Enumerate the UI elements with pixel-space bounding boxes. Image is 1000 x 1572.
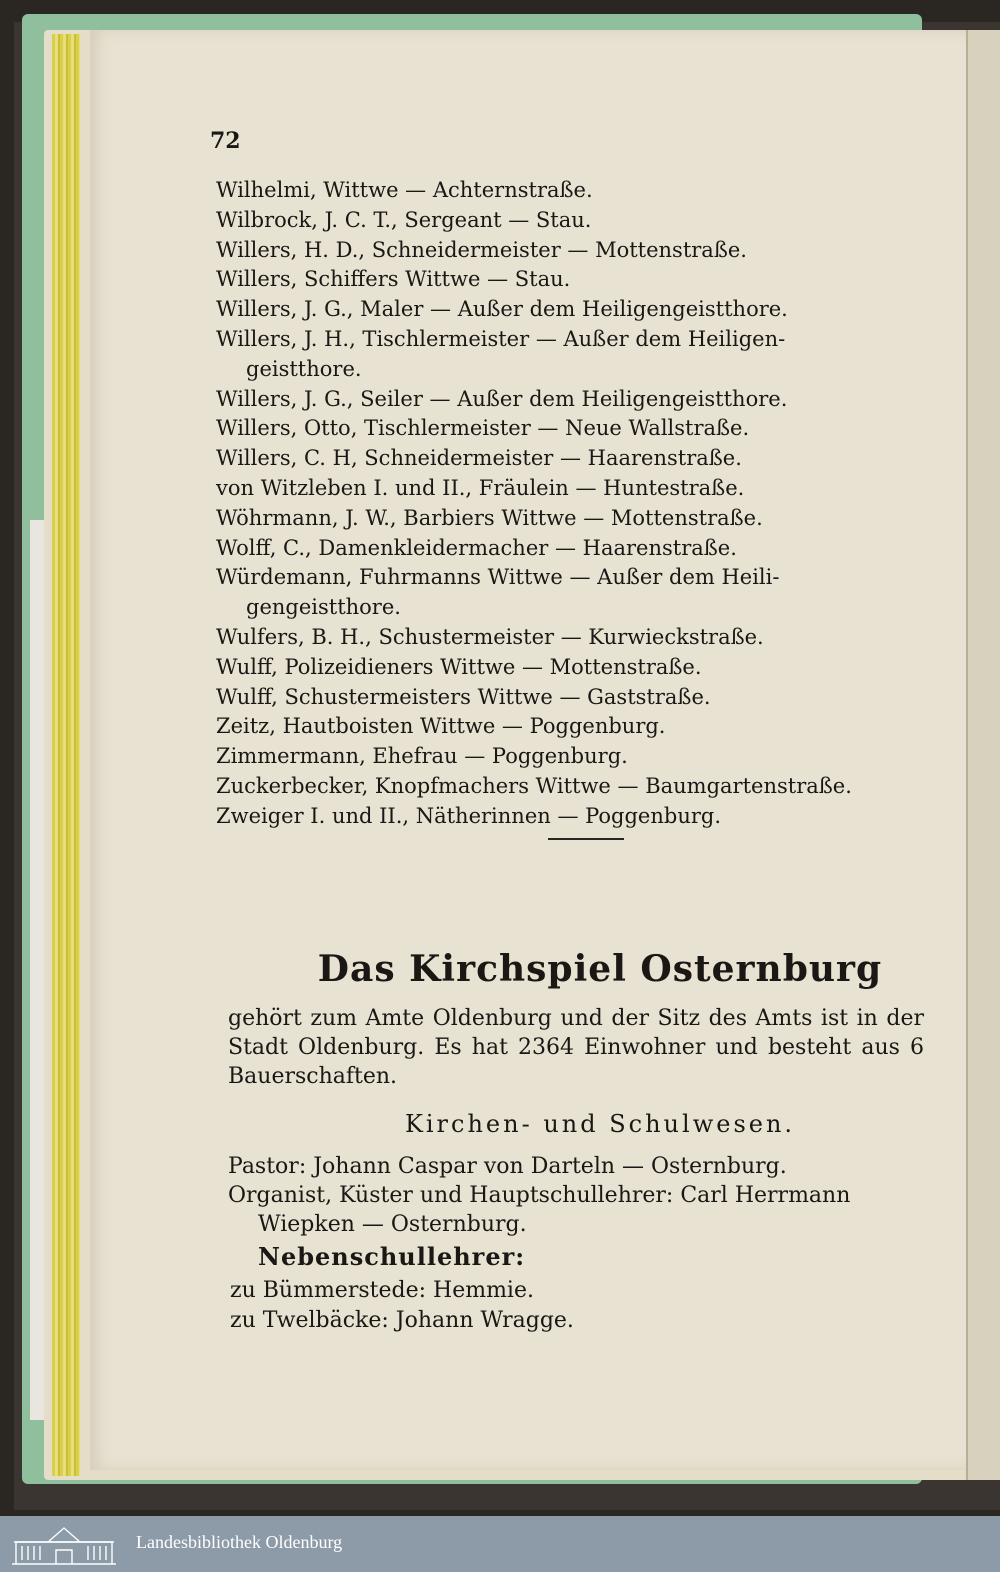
directory-entry [216, 325, 916, 385]
entry-text: Wilbrock, J. C. T., Sergeant — Stau. [216, 207, 592, 232]
directory-entry [216, 742, 916, 772]
directory-entry [216, 206, 916, 236]
teacher-line: zu Bümmerstede: Hemmie. [230, 1278, 534, 1303]
entry-text: Zuckerbecker, Knopfmachers Wittwe — Baumgartenstraße. [216, 773, 852, 798]
directory-entry [216, 265, 916, 295]
entry-text: Wöhrmann, J. W., Barbiers Wittwe — Mottenstraße. [216, 505, 763, 530]
entry-text: Willers, J. H., Tischlermeister — Außer dem Heiligen- [216, 326, 786, 351]
footer-bar [0, 1516, 1000, 1572]
entry-text: Willers, C. H, Schneidermeister — Haarenstraße. [216, 446, 742, 471]
entry-text: Willers, H. D., Schneidermeister — Mottenstraße. [216, 237, 747, 262]
entry-text: von Witzleben I. und II., Fräulein — Huntestraße. [216, 475, 745, 500]
directory-entry [216, 653, 916, 683]
entry-text: Willers, J. G., Seiler — Außer dem Heiligengeistthore. [216, 386, 788, 411]
entry-text: Willers, J. G., Maler — Außer dem Heiligengeistthore. [216, 297, 788, 322]
section-divider [548, 838, 624, 840]
entry-text: Zweiger I. und II., Nätherinnen — Poggenburg. [216, 803, 722, 828]
teacher-list [230, 1276, 930, 1336]
page-number: 72 [210, 128, 241, 154]
teacher-line: zu Twelbäcke: Johann Wragge. [230, 1308, 574, 1333]
entry-text: Wulff, Polizeidieners Wittwe — Mottenstraße. [216, 654, 702, 679]
directory-entry [216, 176, 916, 206]
directory-entry [216, 683, 916, 713]
directory-entry [216, 474, 916, 504]
entry-text: Zeitz, Hautboisten Wittwe — Poggenburg. [216, 714, 666, 739]
directory-entry [216, 295, 916, 325]
section-title: Das Kirchspiel Osternburg [317, 948, 883, 990]
neben-heading: Nebenschullehrer: [258, 1242, 526, 1271]
organist-line: Organist, Küster und Hauptschullehrer: Carl Herrmann [228, 1183, 851, 1208]
directory-entry [216, 504, 916, 534]
entry-text: Würdemann, Fuhrmanns Wittwe — Außer dem Heili- [216, 565, 780, 590]
entry-text: Wulff, Schustermeisters Wittwe — Gaststraße. [216, 684, 711, 709]
library-building-icon [8, 1520, 120, 1568]
entry-text: Zimmermann, Ehefrau — Poggenburg. [216, 744, 628, 769]
entry-text: Wolff, C., Damenkleidermacher — Haarenstraße. [216, 535, 737, 560]
staff-list [228, 1152, 928, 1239]
directory-entry [216, 712, 916, 742]
entry-continuation: gengeistthore. [246, 595, 401, 620]
directory-entries [216, 176, 916, 832]
entry-text: Willers, Schiffers Wittwe — Stau. [216, 267, 571, 292]
directory-entry [216, 623, 916, 653]
directory-entry [216, 563, 916, 623]
subheading: Kirchen- und Schulwesen. [404, 1110, 796, 1138]
directory-entry [216, 385, 916, 415]
entry-continuation: geistthore. [246, 356, 362, 381]
directory-entry [216, 534, 916, 564]
section-paragraph: gehört zum Amte Oldenburg und der Sitz des Amts ist in der Stadt Oldenburg. Es hat 2364 Einwohner und besteht aus 6 Bauerschaften. [228, 1006, 924, 1089]
entry-text: Wilhelmi, Wittwe — Achternstraße. [216, 178, 593, 202]
library-name: Landesbibliothek Oldenburg [136, 1532, 343, 1552]
directory-entry [216, 236, 916, 266]
pastor-line: Pastor: Johann Caspar von Darteln — Osternburg. [228, 1154, 787, 1179]
entry-text: Wulfers, B. H., Schustermeister — Kurwieckstraße. [216, 624, 764, 649]
entry-text: Willers, Otto, Tischlermeister — Neue Wallstraße. [216, 416, 750, 441]
directory-entry [216, 802, 916, 832]
directory-entry [216, 772, 916, 802]
directory-entry [216, 444, 916, 474]
directory-entry [216, 414, 916, 444]
organist-line-cont: Wiepken — Osternburg. [258, 1212, 527, 1237]
